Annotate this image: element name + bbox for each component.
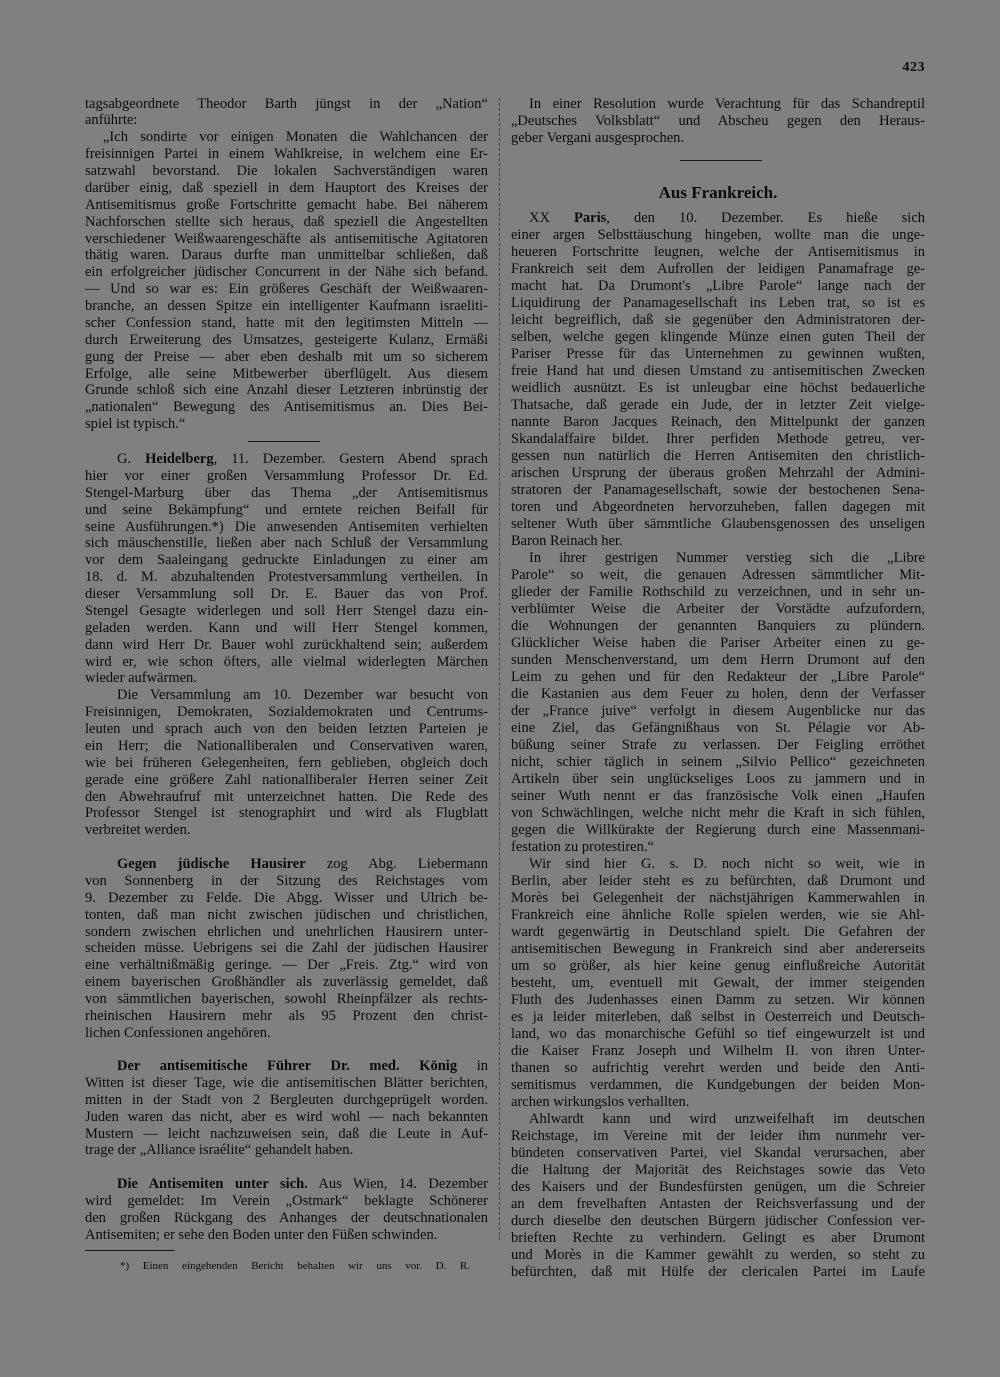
line-text: von Schwächlingen, welche nicht mehr die Kraft in sich fühlen, — [511, 804, 925, 821]
line-text: Antisemitismus große Fortschritte gemacht habe. Bei näherem — [85, 196, 488, 213]
text-line — [511, 312, 925, 329]
text-line — [85, 1142, 488, 1159]
line-text: den großen Rückgang des Anhanges der deutschnationalen — [85, 1209, 488, 1226]
line-text: Morès bei Gelegenheit der nächstjährigen Kammerwahlen in — [511, 889, 925, 906]
line-text: gessen nun natürlich die Herren Antisemiten den christlich- — [511, 447, 925, 464]
section-divider — [248, 441, 320, 442]
article-paris — [511, 210, 925, 1281]
run-in-heading: Die Antisemiten unter sich. — [117, 1176, 308, 1192]
text-line — [511, 210, 925, 227]
line-text: „nationalen“ Bewegung des Antisemitismus an. Dies Bei- — [85, 399, 488, 416]
text-line — [85, 805, 488, 822]
line-text: antisemitischen Bewegung in Frankreich sind aber andererseits — [511, 940, 925, 957]
line-text: freie Hand hat und diesen Umstand zu antisemitischen Zwecken — [511, 362, 925, 379]
text-line — [511, 720, 925, 737]
text-line — [85, 755, 488, 772]
line-text: glieder der Familie Rothschild zu verzeichnen, und in sehr un- — [511, 583, 925, 600]
text-line — [85, 670, 488, 687]
text-line — [85, 366, 488, 383]
text-line — [85, 231, 488, 248]
line-text: 9. Dezember zu Felde. Die Abgg. Wisser und Ulrich be- — [85, 889, 488, 906]
text-line — [85, 924, 488, 941]
text-line — [85, 502, 488, 519]
line-text: an dem frevelhaften Antasten der Reichsverfassung und der — [511, 1195, 925, 1212]
line-text: Baron Reinach her. — [511, 532, 623, 549]
text-line — [85, 1008, 488, 1025]
text-line — [85, 399, 488, 416]
text-line — [85, 637, 488, 654]
line-text: Professor Stengel ist stenographirt und wird als Flugblatt — [85, 805, 488, 822]
line-text: Erfolge, alle seine Mitbewerber überflügelt. Aus diesem — [85, 365, 488, 382]
line-text: Freisinnigen, Demokraten, Sozialdemokraten und Centrums- — [85, 704, 488, 721]
line-text: Ahlwardt kann und wird unzweifelhaft im deutschen — [529, 1110, 925, 1127]
text-line — [85, 1025, 488, 1042]
text-line — [85, 974, 488, 991]
line-text: Berlin, aber leider steht es zu befürchten, daß Drumont und — [511, 872, 925, 889]
text-line — [85, 1126, 488, 1143]
text-line — [85, 1058, 488, 1075]
text-line — [511, 958, 925, 975]
line-text: thanen so aufrichtig verehrt werden und beide den Anti- — [511, 1059, 925, 1076]
line-text: , den 10. Dezember. Es hieße sich — [606, 209, 925, 226]
text-line — [511, 1111, 925, 1128]
line-text: besteht, um, eventuell mit Gewalt, der immer steigenden — [511, 974, 925, 991]
line-text: In ihrer gestrigen Nummer verstieg sich die „Libre — [529, 549, 925, 566]
line-text: geladen werden. Kann und will Herr Stengel kommen, — [85, 619, 488, 636]
text-line — [85, 214, 488, 231]
text-line — [85, 1227, 488, 1244]
text-line — [85, 552, 488, 569]
line-text: Leim zu gehen und für den Redakteur der „Libre Parole“ — [511, 668, 925, 685]
text-line — [511, 414, 925, 431]
line-text: macht hat. Da Drumont's „Libre Parole“ lange nach der — [511, 277, 925, 294]
line-text: Antisemiten; er sehe den Boden unter den Füßen schwinden. — [85, 1226, 438, 1243]
line-text: spiel ist typisch.“ — [85, 416, 186, 433]
line-text: von Sonnenberg in der Sitzung des Reichstages vom — [85, 872, 488, 889]
text-line — [511, 261, 925, 278]
text-line — [85, 332, 488, 349]
line-text: einer argen Selbsttäuschung hingeben, wollte man die unge- — [511, 226, 925, 243]
line-text: toren und Abgeordneten hervorzuheben, fallen dagegen mit — [511, 498, 925, 515]
line-text: Liquidirung der Panamagesellschaft ins Leben trat, so ist es — [511, 294, 925, 311]
text-line — [85, 687, 488, 704]
section-divider — [680, 160, 762, 161]
text-line — [85, 1092, 488, 1109]
text-line — [85, 1109, 488, 1126]
line-text: um so größer, als hier keine genug einflußreiche Autorität — [511, 957, 925, 974]
text-line — [511, 652, 925, 669]
text-line — [511, 567, 925, 584]
run-in-heading: Heidelberg — [145, 451, 214, 467]
text-line — [85, 890, 488, 907]
text-line — [511, 550, 925, 567]
line-text: scher Confession stand, hatte mit den legitimsten Mitteln — — [85, 314, 488, 331]
text-line — [511, 295, 925, 312]
text-line — [85, 738, 488, 755]
line-text: die Haltung der Majorität des Reichstages sowie das Veto — [511, 1161, 925, 1178]
text-line — [511, 113, 925, 130]
text-line — [85, 298, 488, 315]
line-text: eine Ziel, das Gefängnißhaus von St. Pélagie vor Ab- — [511, 719, 925, 736]
text-line — [511, 397, 925, 414]
line-text: in — [457, 1058, 488, 1074]
line-text: Glücklicher Weise haben die Pariser Arbeiter einen zu ge- — [511, 634, 925, 651]
text-line — [511, 1043, 925, 1060]
line-text: Skandalaffaire bildet. Ihrer perfiden Methode getreu, ver- — [511, 430, 925, 447]
line-text: arischen Ursprung der überaus großen Mehrzahl der Admini- — [511, 464, 925, 481]
article-koenig — [85, 1058, 488, 1159]
line-text: befürchten, daß mit Hülfe der clericalen Partei im Laufe — [511, 1263, 925, 1280]
line-text: leuten und sprach auch von den beiden letzten Parteien je — [85, 721, 488, 737]
line-text: Wir sind hier G. s. D. noch nicht so weit, wie in — [529, 855, 925, 872]
text-line — [85, 957, 488, 974]
text-line — [85, 146, 488, 163]
text-line — [511, 431, 925, 448]
line-text: durch Erweiterung des Umsatzes, gesteigerte Kulanz, Ermäßi — [85, 331, 488, 348]
line-text: wird er, wie schon öfters, alle vielmal widerlegten Märchen — [85, 653, 488, 670]
line-text: selben, welche gegen klingende Münze einen guten Theil der — [511, 328, 925, 345]
line-text: des Kaisers und der Bundesfürsten genügen, um die Schreier — [511, 1178, 925, 1195]
line-text: verblümter Weise die Arbeiter der Vorstädte aufzufordern, — [511, 600, 925, 617]
text-line — [85, 1176, 488, 1193]
line-text: sunden Menschenverstand, um dem Herrn Drumont auf den — [511, 651, 925, 668]
text-line — [511, 992, 925, 1009]
line-text: gung der Preise — aber eben deshalb mit um so sicherem — [85, 348, 488, 365]
article-wien — [85, 1176, 488, 1244]
line-text: die Wohnungen der genannten Banquiers zu plündern. — [511, 617, 925, 634]
text-line — [511, 1247, 925, 1264]
line-text: rheinischen Hausirern mehr als 95 Prozent den christ- — [85, 1007, 488, 1024]
text-line — [85, 349, 488, 366]
text-line — [511, 1264, 925, 1281]
text-line — [511, 924, 925, 941]
text-line — [511, 839, 925, 856]
text-line — [511, 907, 925, 924]
line-text: Nachforschen stellte sich heraus, daß speziell die Angestellten — [85, 213, 488, 230]
text-line — [511, 805, 925, 822]
line-text: dann wird Herr Dr. Bauer wohl zurückhaltend sein; außerdem — [85, 636, 488, 653]
line-text: verschiedener Weißwaarengeschäfte als antisemitische Agitatoren — [85, 230, 488, 247]
text-line — [85, 416, 488, 433]
article-nation-excerpt — [85, 96, 488, 434]
line-text: nicht, schier täglich in seinem „Silvio Pellico“ gezeichneten — [511, 753, 925, 770]
line-text: Witten ist dieser Tage, wie die antisemitischen Blätter berichten, — [85, 1074, 488, 1091]
line-text: darüber einig, daß speziell in dem Hauptort des Kreises der — [85, 179, 488, 196]
text-line — [511, 1009, 925, 1026]
dateline-mark: G. — [117, 451, 132, 467]
line-text: wie bei früheren Gelegenheiten, fern geblieben, obgleich doch — [85, 754, 488, 771]
text-line — [511, 516, 925, 533]
line-text: seiner Wuth nennt er das französische Volk einen „Haufen — [511, 787, 925, 804]
text-line — [85, 112, 488, 129]
line-text: land, wo das monarchische Gefühl so tief eingewurzelt ist und — [511, 1025, 925, 1042]
line-text: und Morès in die Kammer gewählt zu werden, so steht zu — [511, 1246, 925, 1263]
footnote-divider — [85, 1250, 175, 1251]
text-line — [511, 363, 925, 380]
text-line — [511, 465, 925, 482]
line-text: vor dem Saaleingang gedruckte Einladungen zu einer am — [85, 552, 488, 569]
line-text: gegen die Willkürakte der Regierung durch eine Massenmani- — [511, 821, 925, 838]
line-text: zog Abg. Liebermann — [305, 856, 488, 872]
text-line — [511, 975, 925, 992]
text-line — [85, 163, 488, 180]
line-text: Fluth des Judenhasses einen Damm zu setzen. Wir können — [511, 991, 925, 1008]
line-text: semitismus verdammen, die Kundgebungen der beiden Mon- — [511, 1076, 925, 1093]
text-line — [511, 1162, 925, 1179]
text-line — [511, 1179, 925, 1196]
text-line — [85, 772, 488, 789]
line-text: Stengel Gesagte widerlegen und soll Herr Stengel dazu ein- — [85, 602, 488, 619]
text-line — [85, 569, 488, 586]
article-hausirer — [85, 856, 488, 1042]
text-line — [511, 788, 925, 805]
text-line — [511, 278, 925, 295]
line-text: Aus Wien, 14. Dezember — [307, 1176, 488, 1192]
line-text: nannte Baron Jacques Reinach, den Mittelpunkt der ganzen — [511, 413, 925, 430]
line-text: Reichstage, im Vereine mit der leider ihm nunmehr ver- — [511, 1127, 925, 1144]
line-text: geber Vergani ausgesprochen. — [511, 129, 685, 146]
line-text: bündeten conservativen Partei, viel Skandal verursachen, aber — [511, 1144, 925, 1161]
line-text: Stengel-Marburg über das Thema „der Antisemitismus — [85, 484, 488, 501]
line-text: „Ich sondirte vor einigen Monaten die Wahlchancen der — [103, 129, 488, 146]
text-line — [511, 448, 925, 465]
line-text: wardt gegenwärtig in Deutschland spielt. Die Gefahren der — [511, 923, 925, 940]
text-line — [85, 468, 488, 485]
run-in-heading: Paris — [574, 209, 607, 226]
text-line — [511, 482, 925, 499]
text-line — [85, 247, 488, 264]
line-text: die Kastanien aus dem Feuer zu holen, denn der Verfasser — [511, 685, 925, 702]
line-text: „Deutsches Volksblatt“ und Abscheu gegen den Heraus- — [511, 112, 925, 129]
text-line — [511, 1094, 925, 1111]
text-line — [511, 686, 925, 703]
text-line — [511, 96, 925, 113]
line-text: eine verhältnißmäßig geringe. — Der „Freis. Ztg.“ wird von — [85, 957, 488, 974]
section-heading: Aus Frankreich. — [658, 183, 778, 202]
line-text: Thatsache, daß gerade ein Jude, der in letzter Zeit vielge- — [511, 396, 925, 413]
text-line — [85, 129, 488, 146]
line-text: satzwahl bevorstand. Die lokalen Sachverständigen waren — [85, 163, 488, 180]
line-text: gerade eine größere Zahl nationalliberaler Herren seiner Zeit — [85, 771, 488, 788]
text-line — [85, 1193, 488, 1210]
line-text: archen wirkungslos verhallten. — [511, 1093, 690, 1110]
line-text: die Kaiser Franz Joseph und Wilhelm II. von ihren Unter- — [511, 1042, 925, 1059]
text-line — [85, 822, 488, 839]
line-text: es ja leider miterleben, daß selbst in Oesterreich und Deutsch- — [511, 1008, 925, 1025]
text-line — [511, 1128, 925, 1145]
line-text: Pariser Presse für das Unternehmen zu gewinnen wußten, — [511, 345, 925, 362]
text-line — [85, 1075, 488, 1092]
line-text: Frankreich eine ähnliche Rolle spielen werden, wie sie Ahl- — [511, 906, 925, 923]
text-line — [511, 244, 925, 261]
line-text: der „France juive“ verfolgt in diesem Augenblicke nur das — [511, 702, 925, 719]
article-resolution — [511, 96, 925, 147]
text-line — [511, 873, 925, 890]
line-text: tagsabgeordnete Theodor Barth jüngst in der „Nation“ — [85, 95, 488, 112]
text-line — [511, 737, 925, 754]
text-line — [511, 754, 925, 771]
text-line — [85, 315, 488, 332]
line-text: Frankreich seit dem Aufrollen der leidigen Panamafrage ge- — [511, 260, 925, 277]
text-line — [511, 669, 925, 686]
line-text: lichen Confessionen angehören. — [85, 1024, 271, 1041]
text-line — [511, 1213, 925, 1230]
text-line — [511, 771, 925, 788]
text-line — [511, 130, 925, 147]
text-line — [85, 1210, 488, 1227]
line-text: heueren Fortschritte leugnen, welche der Antisemitismus in — [511, 243, 925, 260]
line-text: von sämmtlichen bayerischen, sowohl Rheinpfälzer als rechts- — [85, 991, 488, 1007]
text-line — [85, 873, 488, 890]
line-text: ein Herr; die Nationalliberalen und Conservativen waren, — [85, 737, 488, 754]
line-text: festation zu protestiren.“ — [511, 838, 654, 855]
text-line — [511, 329, 925, 346]
text-line — [85, 721, 488, 738]
text-line — [511, 584, 925, 601]
text-line — [511, 601, 925, 618]
line-text: stratoren der Panamagesellschaft, sowie der bestochenen Sena- — [511, 481, 925, 498]
text-line — [511, 499, 925, 516]
line-text: brieften Rechte zu verhindern. Gelingt es aber Drumont — [511, 1229, 925, 1246]
page-number: 423 — [902, 60, 925, 75]
text-line — [85, 197, 488, 214]
text-line — [511, 822, 925, 839]
line-text: branche, an dessen Spitze ein intelligenter Kaufmann israeliti- — [85, 298, 488, 315]
line-text: wieder aufwärmen. — [85, 670, 197, 687]
line-text: Juden waren das nicht, aber es wird wohl — nach bekannten — [85, 1108, 488, 1125]
text-line — [85, 535, 488, 552]
line-text: einem bayerischen Großhändler als zuverlässig gemeldet, daß — [85, 974, 488, 991]
text-line — [85, 96, 488, 113]
line-text: seine Ausführungen.*) Die anwesenden Antisemiten verhielten — [85, 518, 488, 535]
line-text: freisinnigen Partei in einem Wahlkreise, in welchem eine Er- — [85, 146, 488, 163]
text-line — [85, 704, 488, 721]
article-heidelberg — [85, 451, 488, 839]
text-line — [511, 1145, 925, 1162]
line-text: trage der „Alliance israélite“ gehandelt haben. — [85, 1142, 354, 1159]
line-text: thätig waren. Daraus durfte man unmittelbar schließen, daß — [85, 247, 488, 264]
text-line — [85, 485, 488, 502]
line-text: anführte: — [85, 112, 138, 129]
text-line — [85, 519, 488, 536]
line-text: büßung seiner Strafe zu verlassen. Der Feigling erröthet — [511, 736, 925, 753]
line-text: leicht begreiflich, daß sie gegenüber den Administratoren der- — [511, 311, 925, 328]
line-text: ein erfolgreicher jüdischer Concurrent in der Nähe sich befand. — [85, 264, 488, 281]
text-line — [511, 1230, 925, 1247]
line-text: Mustern — leicht nachzuweisen sein, daß die Leute in Auf- — [85, 1125, 488, 1142]
line-text: seltener Wuth über sämmtliche Glaubensgenossen des unseligen — [511, 515, 925, 532]
text-line — [511, 703, 925, 720]
line-text: und seine Bekämpfung“ und erntete reichen Beifall für — [85, 501, 488, 518]
footnote: *) Einen eingehenden Bericht behalten wir uns vor. D. R. — [120, 1260, 470, 1272]
text-line — [511, 1060, 925, 1077]
column-rule — [499, 98, 500, 1240]
text-line — [511, 618, 925, 635]
text-line — [85, 603, 488, 620]
line-text: , 11. Dezember. Gestern Abend sprach — [213, 451, 488, 467]
text-line — [85, 451, 488, 468]
line-text: scheiden müsse. Uebrigens sei die Zahl der jüdischen Hausirer — [85, 940, 488, 957]
line-text: Die Versammlung am 10. Dezember war besucht von — [117, 687, 488, 704]
line-text: durch dieselbe den deutschen Bürgern jüdischer Confession ver- — [511, 1212, 925, 1229]
line-text: mitten in der Stadt von 2 Bergleuten durchgeprügelt worden. — [85, 1091, 488, 1108]
text-line — [85, 281, 488, 298]
text-line — [85, 586, 488, 603]
text-line — [85, 264, 488, 281]
text-line — [85, 620, 488, 637]
text-line — [85, 654, 488, 671]
line-text: wird gemeldet: Im Verein „Ostmark“ beklagte Schönerer — [85, 1192, 488, 1209]
text-line — [511, 1077, 925, 1094]
text-line — [85, 856, 488, 873]
text-line — [511, 941, 925, 958]
run-in-heading: Gegen jüdische Hausirer — [117, 856, 306, 872]
line-text: Artikeln über sein unglückseliges Loos zu jammern und in — [511, 770, 925, 787]
line-text: Parole“ so weit, die genauen Adressen sämmtlicher Mit- — [511, 566, 925, 583]
line-text: dieser Versammlung soll Dr. E. Bauer das von Prof. — [85, 586, 488, 602]
line-text: sondern zwischen ehrlichen und unehrlichen Hausirern unter- — [85, 923, 488, 940]
text-line — [511, 1026, 925, 1043]
text-line — [511, 380, 925, 397]
line-text: hier vor einer großen Versammlung Professor Dr. Ed. — [85, 467, 488, 484]
line-text: den Abwehraufruf mit unterzeichnet hatten. Die Rede des — [85, 788, 488, 805]
text-line — [511, 635, 925, 652]
text-line — [511, 227, 925, 244]
text-line — [511, 1196, 925, 1213]
text-line — [85, 789, 488, 806]
line-text: — Und so war es: Ein größeres Geschäft der Weißwaaren- — [85, 281, 488, 298]
text-line — [511, 890, 925, 907]
text-line — [511, 856, 925, 873]
line-text: 18. d. M. abzuhaltenden Protestversammlung vertheilen. In — [85, 569, 488, 586]
text-line — [85, 907, 488, 924]
text-line — [85, 382, 488, 399]
line-text: sich mäuschenstille, ließen aber nach Schluß der Versammlung — [85, 535, 488, 552]
line-text: In einer Resolution wurde Verachtung für das Schandreptil — [529, 95, 925, 112]
run-in-heading: Der antisemitische Führer Dr. med. König — [117, 1058, 458, 1074]
line-text: verbreitet werden. — [85, 822, 191, 839]
line-text: Grunde schloß sich eine Anzahl dieser Letzteren inbrünstig der — [85, 382, 488, 399]
text-line — [85, 180, 488, 197]
text-line — [511, 346, 925, 363]
dateline-mark: XX — [529, 209, 550, 226]
line-text: weidlich ausnützt. Es ist unleugbar eine höchst bedauerliche — [511, 379, 925, 396]
text-line — [511, 533, 925, 550]
text-line — [85, 940, 488, 957]
line-text: tonten, daß man nicht zwischen jüdischen und christlichen, — [85, 906, 488, 923]
text-line — [85, 991, 488, 1008]
